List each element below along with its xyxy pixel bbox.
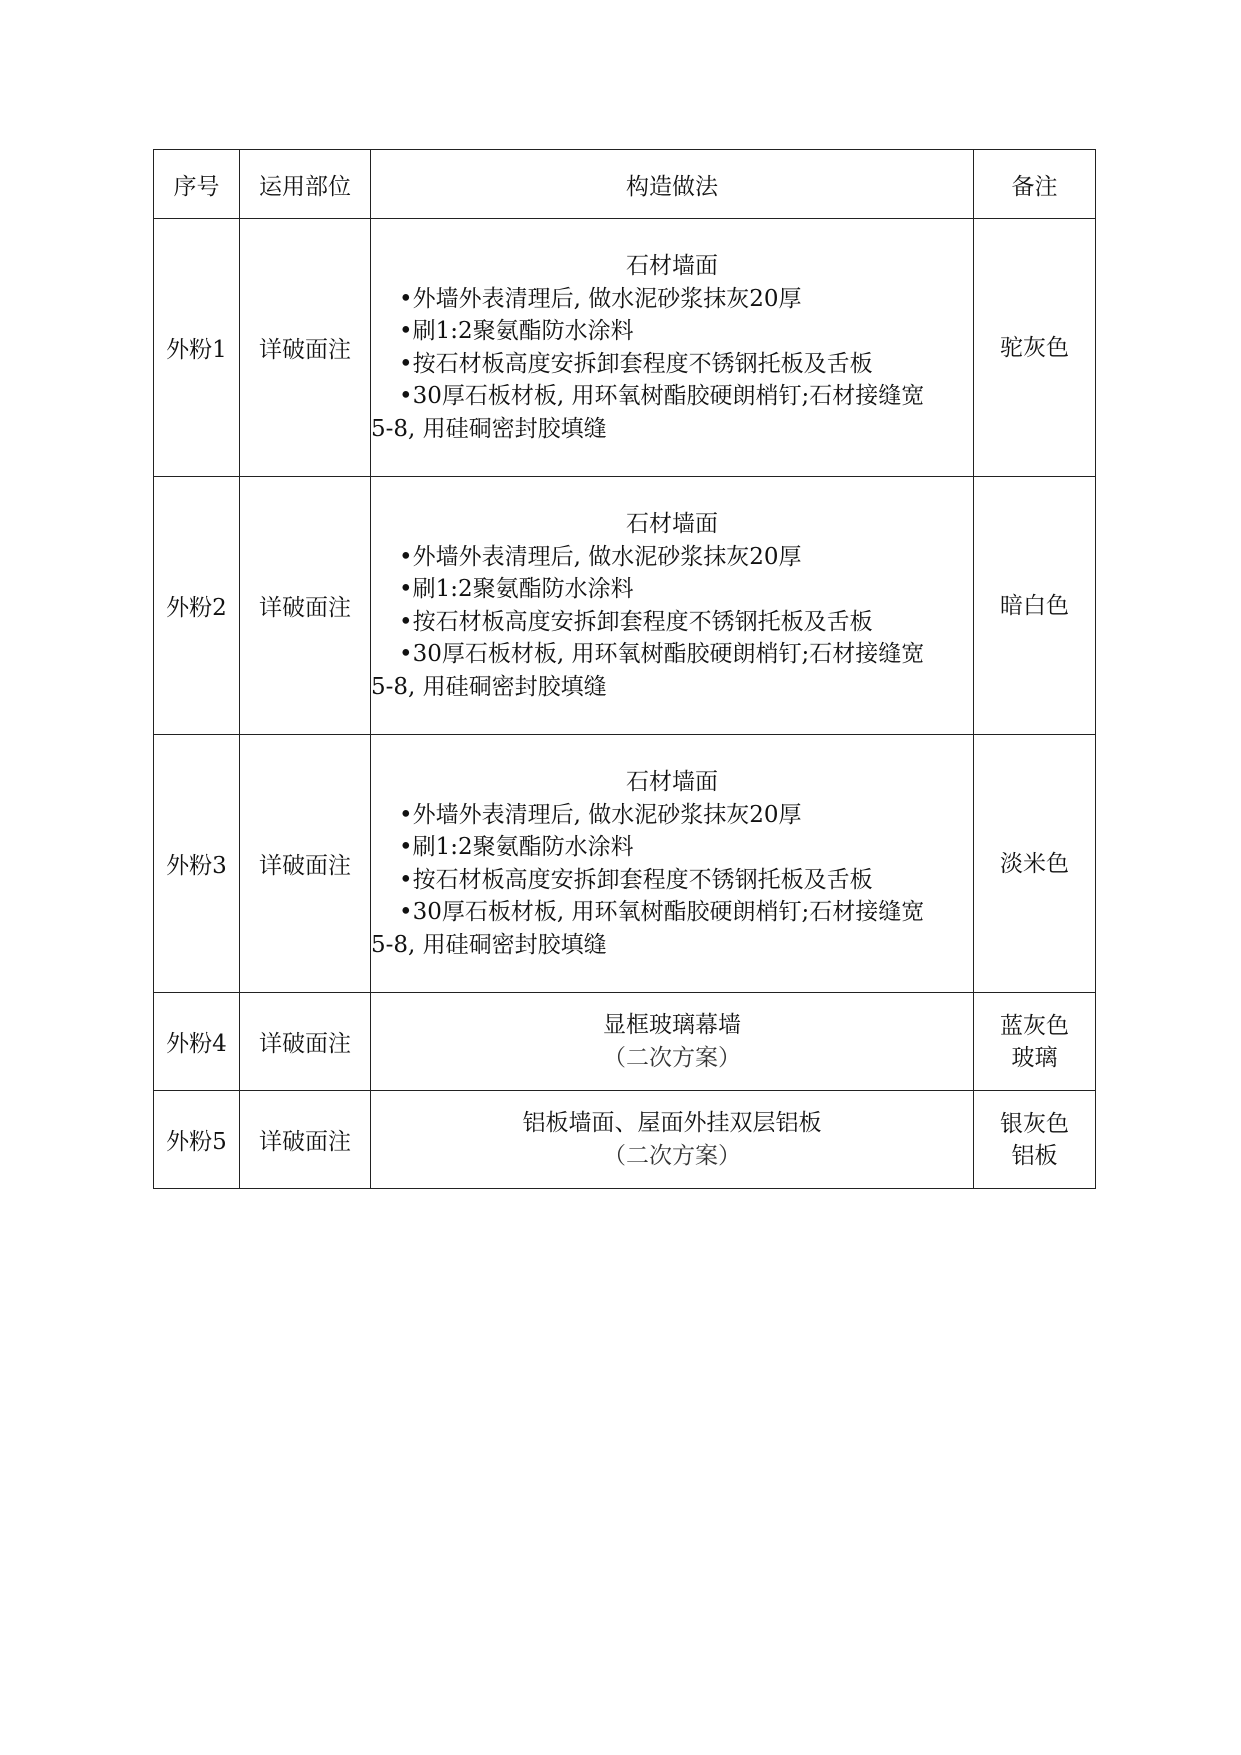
table-row <box>154 1091 1096 1189</box>
method-step: •按石材板高度安拆卸套程度不锈钢托板及舌板 <box>399 866 873 893</box>
method-title: 显框玻璃幕墙 <box>603 1012 741 1038</box>
table-row <box>154 477 1096 735</box>
method-continuation: 5-8, 用硅硐密封胶填缝 <box>371 931 607 958</box>
method-continuation: 5-8, 用硅硐密封胶填缝 <box>371 673 607 700</box>
method-title: 铝板墙面、屋面外挂双层铝板 <box>522 1110 822 1136</box>
method-step: •按石材板高度安拆卸套程度不锈钢托板及舌板 <box>399 350 873 377</box>
method-title: 石材墙面 <box>626 769 718 795</box>
row-location: 详破面注 <box>240 477 371 735</box>
row-location: 详破面注 <box>240 1091 371 1189</box>
row-no: 外粉1 <box>154 219 240 477</box>
method-step: •30厚石板材板, 用环氧树酯胶硬朗梢钉;石材接缝宽 <box>399 899 925 925</box>
table-row <box>154 219 1096 477</box>
table-row <box>154 993 1096 1091</box>
header-no: 序号 <box>154 150 240 219</box>
method-step: •30厚石板材板, 用环氧树酯胶硬朗梢钉;石材接缝宽 <box>399 641 925 667</box>
method-continuation: 5-8, 用硅硐密封胶填缝 <box>371 415 607 442</box>
method-step: •刷1:2聚氨酯防水涂料 <box>399 318 634 344</box>
row-remark <box>974 1091 1096 1189</box>
method-subtitle: （二次方案） <box>603 1142 741 1169</box>
row-remark <box>974 219 1096 477</box>
header-row <box>154 150 1096 219</box>
row-method <box>371 219 974 477</box>
row-location: 详破面注 <box>240 219 371 477</box>
row-method <box>371 477 974 735</box>
row-no: 外粉5 <box>154 1091 240 1189</box>
header-remark: 备注 <box>974 150 1096 219</box>
method-step: •刷1:2聚氨酯防水涂料 <box>399 576 634 602</box>
construction-spec-table <box>153 149 1096 1189</box>
row-location: 详破面注 <box>240 993 371 1091</box>
method-subtitle: （二次方案） <box>603 1044 741 1071</box>
remark-line: 银灰色 <box>1000 1110 1069 1137</box>
method-title: 石材墙面 <box>626 253 718 279</box>
method-step: •外墙外表清理后, 做水泥砂浆抹灰20厚 <box>399 285 802 312</box>
row-method <box>371 735 974 993</box>
header-method: 构造做法 <box>371 150 974 219</box>
method-step: •外墙外表清理后, 做水泥砂浆抹灰20厚 <box>399 543 802 570</box>
remark-line: 驼灰色 <box>1000 334 1069 361</box>
row-no: 外粉4 <box>154 993 240 1091</box>
row-location: 详破面注 <box>240 735 371 993</box>
method-step: •30厚石板材板, 用环氧树酯胶硬朗梢钉;石材接缝宽 <box>399 383 925 409</box>
remark-line: 暗白色 <box>1000 592 1069 619</box>
row-method <box>371 993 974 1091</box>
method-step: •按石材板高度安拆卸套程度不锈钢托板及舌板 <box>399 608 873 635</box>
row-remark <box>974 477 1096 735</box>
remark-line: 铝板 <box>1011 1142 1058 1169</box>
row-remark <box>974 993 1096 1091</box>
row-no: 外粉3 <box>154 735 240 993</box>
row-method <box>371 1091 974 1189</box>
method-step: •刷1:2聚氨酯防水涂料 <box>399 834 634 860</box>
remark-line: 蓝灰色 <box>1000 1012 1069 1039</box>
method-title: 石材墙面 <box>626 511 718 537</box>
row-no: 外粉2 <box>154 477 240 735</box>
row-remark <box>974 735 1096 993</box>
header-location: 运用部位 <box>240 150 371 219</box>
remark-line: 淡米色 <box>1000 850 1069 877</box>
table-row <box>154 735 1096 993</box>
remark-line: 玻璃 <box>1011 1044 1058 1071</box>
method-step: •外墙外表清理后, 做水泥砂浆抹灰20厚 <box>399 801 802 828</box>
